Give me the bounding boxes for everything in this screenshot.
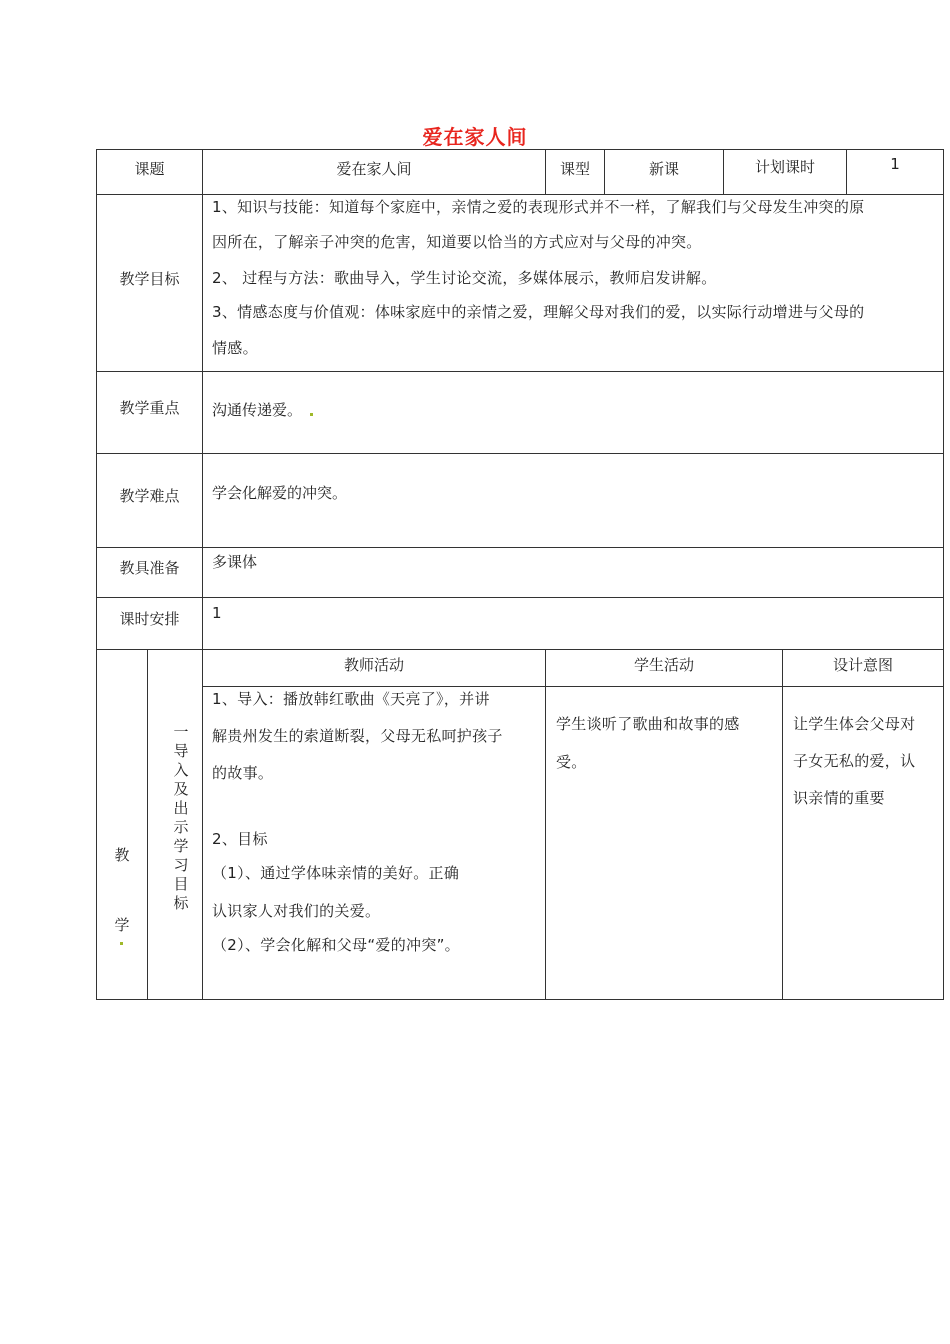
type-value: 新课 (648, 160, 679, 178)
objectives-line-3: 2、 过程与方法：歌曲导入，学生讨论交流，多媒体展示，教师启发讲解。 (212, 269, 717, 287)
column-design-intent: 设计意图 (832, 656, 893, 674)
periods-value: 1 (890, 155, 900, 173)
teacher-line-5: （1）、通过学体味亲情的美好。正确 (212, 864, 460, 882)
objectives-line-1: 1、知识与技能：知道每个家庭中，亲情之爱的表现形式并不一样，了解我们与父母发生冲突的原 (212, 198, 865, 216)
objectives-line-5: 情感。 (212, 339, 258, 357)
teacher-line-2: 解贵州发生的索道断裂，父母无私呵护孩子 (212, 727, 503, 745)
green-mark (310, 413, 313, 416)
schedule-text: 1 (212, 604, 222, 622)
column-teacher-activity: 教师活动 (343, 656, 404, 674)
difficulty-text: 学会化解爱的冲突。 (212, 484, 348, 502)
column-student-activity: 学生活动 (633, 656, 694, 674)
topic-value: 爱在家人间 (336, 160, 412, 178)
materials-label: 教具准备 (119, 559, 180, 577)
process-label-bottom: 学 (114, 916, 130, 934)
materials-text: 多课体 (212, 553, 258, 571)
document-title: 爱在家人间 (422, 125, 528, 149)
teacher-line-4: 2、目标 (212, 830, 268, 848)
objectives-line-2: 因所在，了解亲子冲突的危害，知道要以恰当的方式应对与父母的冲突。 (212, 233, 702, 251)
design-line-3: 识亲情的重要 (793, 789, 885, 807)
topic-label: 课题 (134, 160, 165, 178)
type-label: 课型 (559, 160, 590, 178)
key-point-label: 教学重点 (119, 399, 180, 417)
difficulty-label: 教学难点 (119, 487, 180, 505)
schedule-label: 课时安排 (119, 610, 180, 628)
student-line-2: 受。 (556, 753, 587, 771)
design-line-1: 让学生体会父母对 (793, 715, 916, 733)
teacher-line-3: 的故事。 (212, 764, 274, 782)
design-line-2: 子女无私的爱，认 (793, 752, 916, 770)
teacher-line-1: 1、导入：播放韩红歌曲《天亮了》，并讲 (212, 690, 490, 708)
green-mark (120, 942, 123, 945)
process-label-top: 教 (114, 846, 130, 864)
objectives-label: 教学目标 (119, 270, 180, 288)
teacher-line-6: 认识家人对我们的关爱。 (212, 902, 381, 920)
section-vertical-title: 一导入及出示学习目标 (173, 723, 189, 912)
periods-label: 计划课时 (754, 158, 815, 176)
student-line-1: 学生谈听了歌曲和故事的感 (556, 715, 740, 733)
objectives-line-4: 3、情感态度与价值观：体味家庭中的亲情之爱，理解父母对我们的爱，以实际行动增进与父母的 (212, 303, 865, 321)
teacher-line-7: （2）、学会化解和父母“爱的冲突”。 (212, 936, 460, 954)
key-point-text: 沟通传递爱。 (212, 401, 303, 419)
